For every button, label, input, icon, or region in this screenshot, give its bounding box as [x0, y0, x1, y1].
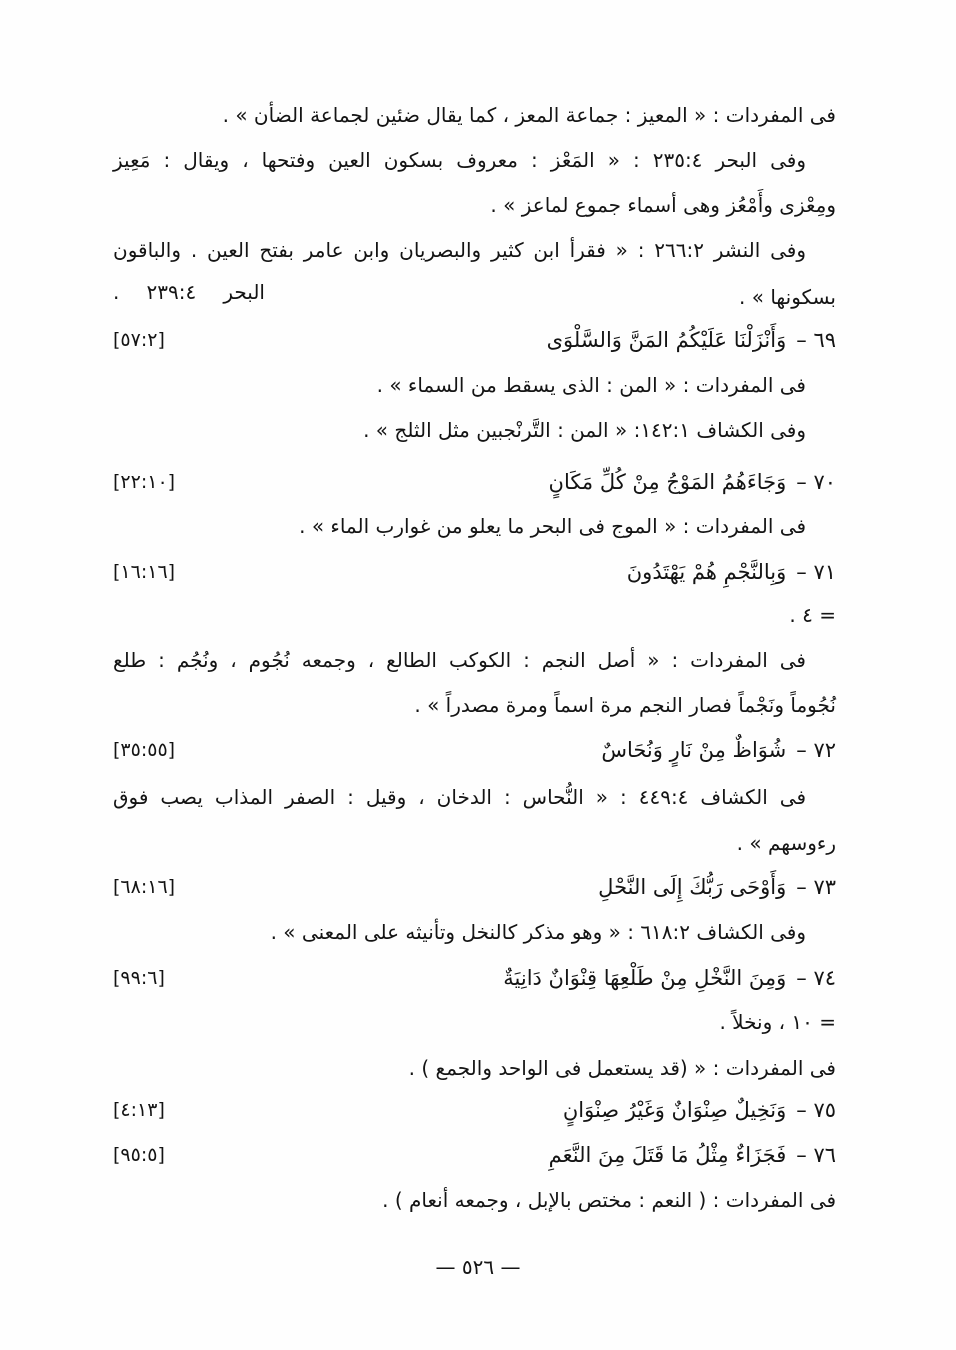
- verse-reference: [٩٥:٥]: [113, 1144, 165, 1166]
- verse-line: [113, 867, 836, 907]
- text-line: = ١٠ ، ونخلاً .: [719, 1010, 836, 1034]
- text-line: وفى النشر ٢٦٦:٢ : « فقرأ ابن كثير والبصريان وابن عامر بفتح العين . والباقون: [113, 238, 807, 262]
- verse-text: وَأَنْزَلْنَا عَلَيْكُمُ المَنَّ وَالسَّلْوَى: [546, 328, 787, 352]
- text-line: وفى البحر ٢٣٥:٤ : « المَعْز : معروف بسكون العين وفتحها ، ويقال : مَعِيز: [113, 148, 806, 172]
- verse-number: ٧١ –: [796, 560, 836, 584]
- verse-reference: [٤:١٣]: [113, 1099, 165, 1121]
- text-line: فى المفردات : ( النعم : مختص بالإبل ، وجمعه أنعام ) .: [382, 1188, 836, 1212]
- verse-text: فَجَزَاءٌ مِثْلُ مَا قَتَلَ مِنَ النَّعَمِ: [548, 1143, 787, 1167]
- verse-text: شُوَاظٌ مِنْ نَارٍ وَنُحَاسٌ: [601, 738, 787, 762]
- text-line: نُجُوماً ونَجْماً فصار النجم مرة اسماً ومرة مصدراً » .: [414, 693, 836, 717]
- margin-note: البحر ٢٣٩:٤ .: [113, 280, 265, 304]
- verse-line: [113, 552, 836, 592]
- verse-line: [113, 1090, 836, 1130]
- text-line: ومِعْزى وأَمْعُز وهى أسماء جموع لماعز » .: [490, 193, 836, 217]
- text-line: رءوسهم » .: [736, 831, 836, 855]
- text-line: فى المفردات : « أصل النجم : الكوكب الطالع ، وجمعه نُجُوم ، ونُجُم : طلع: [113, 648, 806, 672]
- text-line: فى الكشاف ٤٤٩:٤ : « النُّحاس : الدخان ، وقيل : الصفر المذاب يصب فوق: [113, 785, 806, 809]
- page-number: — ٥٢٦ —: [435, 1255, 521, 1279]
- verse-reference: [٢٢:١٠]: [113, 471, 176, 493]
- verse-number: ٧٠ –: [796, 470, 836, 494]
- text-line: [113, 277, 836, 317]
- verse-text: وَبِالنَّجْمِ هُمْ يَهْتَدُونَ: [626, 560, 787, 584]
- verse-reference: [١٦:١٦]: [113, 561, 176, 583]
- verse-reference: [٩٩:٦]: [113, 967, 165, 989]
- verse-reference: [٣٥:٥٥]: [113, 739, 176, 761]
- verse-number: ٦٩ –: [796, 328, 836, 352]
- text-line: = ٤ .: [789, 603, 836, 627]
- text-line: فى المفردات : « (قد يستعمل فى الواحد والجمع ) .: [408, 1056, 836, 1080]
- verse-number: ٧٤ –: [796, 966, 836, 990]
- verse-number: ٧٢ –: [796, 738, 836, 762]
- verse-reference: [٥٧:٢]: [113, 329, 165, 351]
- text-fragment: بسكونها » .: [739, 285, 836, 309]
- verse-text: وَأَوْحَى رَبُّكَ إِلَى النَّحْلِ: [598, 875, 787, 899]
- verse-number: ٧٥ –: [796, 1098, 836, 1122]
- verse-reference: [٦٨:١٦]: [113, 876, 176, 898]
- verse-number: ٧٦ –: [796, 1143, 836, 1167]
- text-line: وفى الكشاف ٦١٨:٢ : « وهو مذكر كالنخل وتأنيثه على المعنى » .: [270, 920, 806, 944]
- verse-number: ٧٣ –: [796, 875, 836, 899]
- text-line: فى المفردات : « الموج فى البحر ما يعلو من غوارب الماء » .: [299, 514, 806, 538]
- text-line: وفى الكشاف ١٤٢:١: « المن : التَّرنْجبين مثل الثلج » .: [363, 418, 806, 442]
- verse-text: وَنَخِيلٌ صِنْوَانٌ وَغَيْرُ صِنْوَانٍ: [562, 1098, 787, 1122]
- verse-text: وَمِنَ النَّخْلِ مِنْ طَلْعِهَا قِنْوَانٌ دَانِيَةٌ: [503, 966, 787, 990]
- verse-text: وَجَاءَهُمُ المَوْجُ مِنْ كُلِّ مَكَانٍ: [548, 470, 787, 494]
- text-line: فى المفردات : « المن : الذى يسقط من السماء » .: [376, 373, 806, 397]
- verse-line: [113, 462, 836, 502]
- verse-line: [113, 320, 836, 360]
- text-line: فى المفردات : « المعيز : جماعة المعز ، كما يقال ضئين لجماعة الضأن » .: [222, 103, 836, 127]
- verse-line: [113, 730, 836, 770]
- verse-line: [113, 1135, 836, 1175]
- verse-line: [113, 958, 836, 998]
